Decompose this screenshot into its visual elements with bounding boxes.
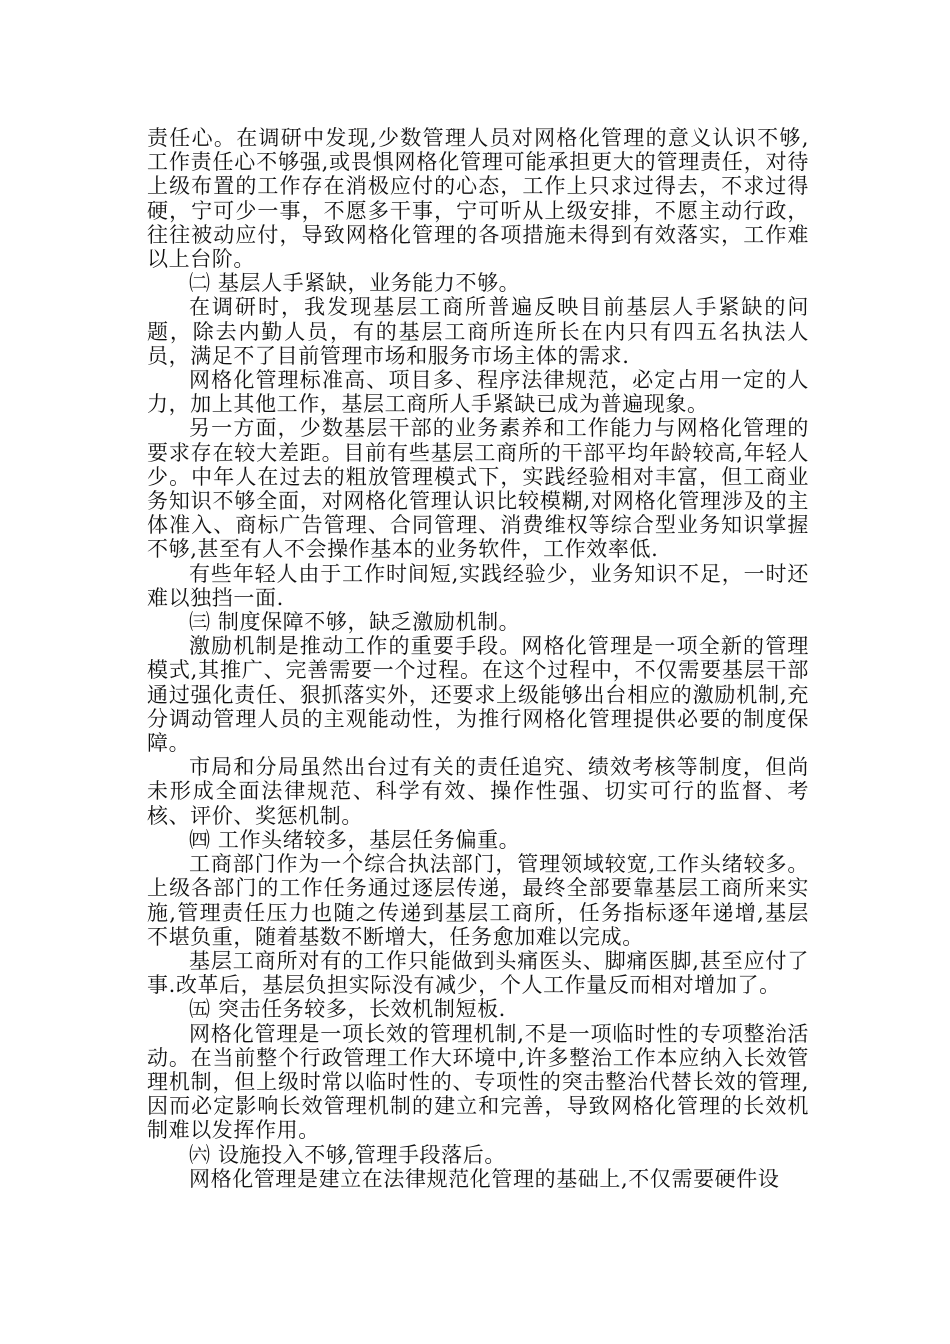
paragraph: 责任心。在调研中发现,少数管理人员对网格化管理的意义认识不够,工作责任心不够强,或畏惧网格化管理可能承担更大的管理责任，对待上级布置的工作存在消极应付的心态，工作上只求过得去，不求过得硬，宁可少一事，不愿多干事，宁可听从上级安排，不愿主动行政，往往被动应付，导致网格化管理的各项措施未得到有效落实，工作难以上台阶。 xyxy=(147,126,809,272)
section-heading: ㈡ 基层人手紧缺，业务能力不够。 xyxy=(189,271,521,296)
paragraph: 工商部门作为一个综合执法部门，管理领域较宽,工作头绪较多。上级各部门的工作任务通过逐层传递，最终全部要靠基层工商所来实施,管理责任压力也随之传递到基层工商所，任务指标逐年递增,基层不堪负重，随着基数不断增大，任务愈加难以完成。 xyxy=(147,852,809,949)
section-heading: ㈤ 突击任务较多，长效机制短板. xyxy=(189,997,506,1022)
paragraph: 基层工商所对有的工作只能做到头痛医头、脚痛医脚,甚至应付了事.改革后，基层负担实际没有减少，个人工作量反而相对增加了。 xyxy=(147,948,809,998)
paragraph: 网格化管理是一项长效的管理机制,不是一项临时性的专项整治活动。在当前整个行政管理工作大环境中,许多整治工作本应纳入长效管理机制，但上级时常以临时性的、专项性的突击整治代替长效的管理,因而必定影响长效管理机制的建立和完善，导致网格化管理的长效机制难以发挥作用。 xyxy=(147,1021,809,1143)
paragraph: 有些年轻人由于工作时间短,实践经验少，业务知识不足，一时还难以独挡一面. xyxy=(147,561,809,610)
section-heading: ㈥ 设施投入不够,管理手段落后。 xyxy=(189,1142,506,1167)
document-body xyxy=(147,126,809,1191)
paragraph: 激励机制是推动工作的重要手段。网格化管理是一项全新的管理模式,其推广、完善需要一个过程。在这个过程中，不仅需要基层干部通过强化责任、狠抓落实外，还要求上级能够出台相应的激励机制,充分调动管理人员的主观能动性，为推行网格化管理提供必要的制度保障。 xyxy=(147,634,809,756)
section-heading: ㈢ 制度保障不够，缺乏激励机制。 xyxy=(189,610,521,635)
paragraph: 市局和分局虽然出台过有关的责任追究、绩效考核等制度，但尚未形成全面法律规范、科学有效、操作性强、切实可行的监督、考核、评价、奖惩机制。 xyxy=(147,755,809,828)
paragraph: 网格化管理标准高、项目多、程序法律规范，必定占用一定的人力，加上其他工作，基层工商所人手紧缺已成为普遍现象。 xyxy=(147,368,809,417)
paragraph: 网格化管理是建立在法律规范化管理的基础上,不仅需要硬件设 xyxy=(189,1166,780,1191)
section-heading: ㈣ 工作头绪较多，基层任务偏重。 xyxy=(189,827,521,852)
paragraph: 在调研时，我发现基层工商所普遍反映目前基层人手紧缺的问题，除去内勤人员，有的基层工商所连所长在内只有四五名执法人员，满足不了目前管理市场和服务市场主体的需求. xyxy=(147,295,809,368)
paragraph: 另一方面，少数基层干部的业务素养和工作能力与网格化管理的要求存在较大差距。目前有些基层工商所的干部平均年龄较高,年轻人少。中年人在过去的粗放管理模式下，实践经验相对丰富，但工商业务知识不够全面，对网格化管理认识比较模糊,对网格化管理涉及的主体准入、商标广告管理、合同管理、消费维权等综合型业务知识掌握不够,甚至有人不会操作基本的业务软件，工作效率低. xyxy=(147,416,809,562)
